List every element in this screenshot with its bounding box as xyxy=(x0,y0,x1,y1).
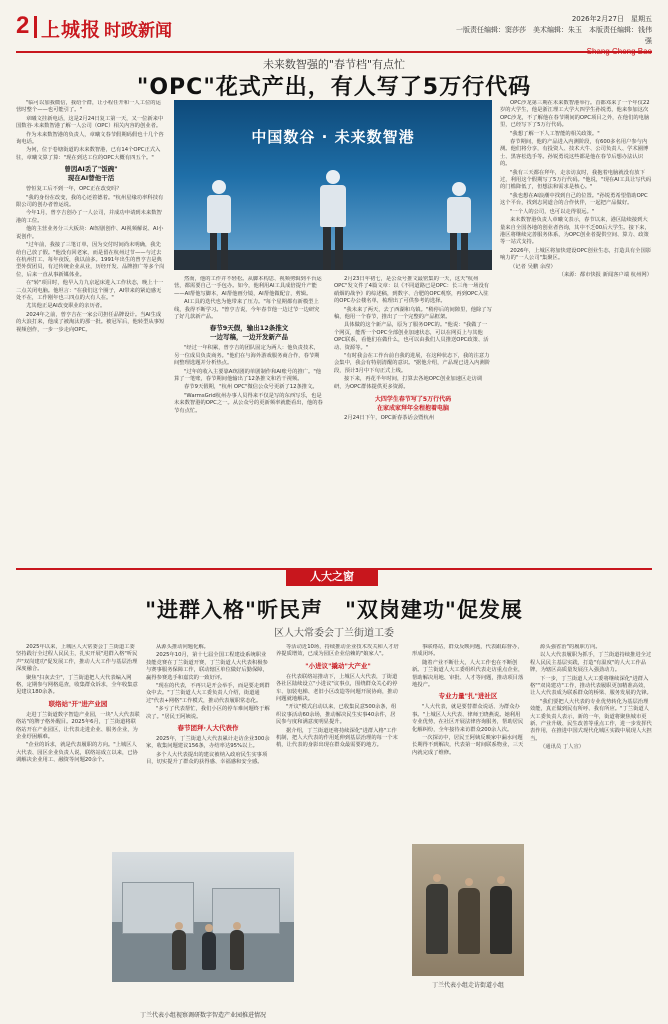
paragraph: 春节期间，他的产品进入内测阶段，有600多名用户参与内测。他们将分享，有投资人、技术大牛、公司负责人、学术圈博士、黑客松选手等。孙锐勇说这些都是他在春节后想办法认识的。 xyxy=(500,139,649,168)
section-photo-factory xyxy=(112,852,294,982)
paragraph: 多个人大代表提出的建议被纳入政府民生实事项目，切实提升了群众的获得感、幸福感和安全感。 xyxy=(146,751,268,766)
paragraph: "经过一年积累，曾亨吉的团队固定为两人：他负责技术，另一位成员负责商务。"他们在与海外游戏服务商合作，春节期间整理选题并分析热点。 xyxy=(174,345,320,367)
section-column-3 xyxy=(276,644,400,980)
paragraph: "企业的诉求，就是代表履职的方向。"上城区人大代表、园区企业负责人说，联络站成立以来，已协调解决企业用工、融资等问题20余个。 xyxy=(16,742,138,764)
article-column-2 xyxy=(174,276,324,556)
subheading: 联络站"开"进产业园 xyxy=(48,699,108,708)
paragraph: AI工具的迭代也为他带来了压力。"每个星期都有新模型上线，我得不断学习。"曾亨吉说，今年春节他一边过节一边研究了好几款新产品。 xyxy=(174,299,320,321)
paragraph: 春节9天假期，"杭州 OPC"微信公众号更新了12条推文。 xyxy=(184,384,318,391)
paragraph: 章曦文挂新电话，这是2月24日复工第一天，又一位新来中国数谷·未来数智港了解一人公司（OPC）相关内容的创业者。 xyxy=(16,115,164,130)
paragraph: "开议"模式启动以来，已收集民意500余条，组织议事活动60余场，推动解决民生实事40余件，居民参与度和满意度明显提升。 xyxy=(276,704,397,726)
article-headline: "OPC"花式产出，有人写了5万行代码 xyxy=(136,75,532,100)
paragraph: "临可以加我微信，我给个群，让小程任开和一人工位的运营时整个——也可能引了。" xyxy=(16,100,161,114)
paragraph: 据介绍，丁兰街道还将持续深化"进群入格"工作机制，把人大代表的作用延伸到基层治理的每一个末梢，让代表的身影出现在群众最需要的地方。 xyxy=(276,727,398,749)
paragraph: 聚焦"扫灰去尘"，丁兰街道把人大代表编入网格，定期参与网格巡查，收集群众诉求，全年收集意见建议180余条。 xyxy=(16,674,138,696)
paragraph: 从源头推动问题化解。 xyxy=(156,644,209,650)
subheading: "小进议"撬动"大产业" xyxy=(305,661,371,670)
paragraph: "一个人的公司，也可以走得很远。" xyxy=(510,208,595,215)
paragraph: （通讯员 丁人宣） xyxy=(540,744,585,751)
photo-caption: 丁兰代表小组视察调研数字智造产业园推进情况 xyxy=(139,1012,266,1019)
robot-figure xyxy=(444,182,474,270)
editors-line: 一版责任编辑：窦莎莎 美术编辑：朱玉 本版责任编辑：钱伟强 xyxy=(456,26,652,45)
robot-figure xyxy=(204,180,234,270)
subheading: 春节9天假，输出12条推文 一边写稿，一边开发新产品 xyxy=(209,324,289,342)
paragraph: 来未数智港负责人章曦文表示，春节以来，港区陆续接到大量来自全国各地的创业者咨询，其中不乏00后大学生。接下来，港区将继续完善服务体系，为OPC创业者提供空间、算力、政策等一站式支持。 xyxy=(500,217,650,246)
photo-caption: 丁兰代表小组走访街道小组 xyxy=(431,982,504,989)
paragraph: 具体做的这个新产品，原为了服务OPC的。"他说："我做了一个网页，能帮一个OPC全部创业加速状态，可以在网页上与其他OPC联系，看他们在做什么，也可以由我们人员推送OPC政策、活动、资源等。" xyxy=(334,322,489,351)
section-column-4 xyxy=(412,644,524,838)
photo-screen-text: 中国数谷 · 未来数智港 xyxy=(251,128,415,146)
paragraph: "有时我会在工作台前自我的进展，在这种状态下，我的注意力会集中，我会有特别清醒的意识。"据他介绍，产品现已进入内测阶段，预计3月中下旬正式上线。 xyxy=(334,353,491,374)
robot-figure xyxy=(316,170,350,270)
paragraph: "多亏了代表帮忙，我们小区的停车难问题终于解决了。"居民王阿姨说。 xyxy=(146,706,270,720)
paragraph: 接下来，再花半年时间，打算去各地OPC创业加速区走访调研，为OPC群体提供更多资源。 xyxy=(334,376,483,390)
page-number: 2 xyxy=(16,12,30,39)
paragraph: 然而，他的工作并不轻松。从脚本构思、视频剪辑到平台运营，都需要自己一手包办。如今，他利用AI工具成倍提升产能——AI帮他写脚本，AI帮他画分镜，AI帮他做配音，剪辑。 xyxy=(174,276,322,297)
paragraph: 他的主营业务分三大板块：AI短剧创作、AI视频解说、AI小说创作。 xyxy=(16,226,164,240)
paragraph: "人大代表，就是要替群众说话、为群众办事。"上城区人大代表、律师王晓燕说。她利用专业优势，在社区开展法律咨询服务，帮助居民化解纠纷，全年接待来访群众200余人次。 xyxy=(412,704,524,733)
subheading: 专业力量"扎"进社区 xyxy=(438,692,498,701)
paragraph: 走进丁兰街道数字智造产业园，一块"人大代表联络站"的牌子格外醒目。2025年6月，丁兰街道将联络站开在产业园区，让代表走进企业、服务企业，为企业纾困解难。 xyxy=(16,711,140,741)
paragraph: "我的身份在改变，我的心还着德着。"杭州星缘功率科技有限公司的创办者曾运说。 xyxy=(16,194,164,209)
paragraph: 一次探访中，居民王阿姨反映家中漏水问题长期得不到解决，代表第一时间联系物业，三天内就完成了维修。 xyxy=(412,735,524,756)
article-column-3 xyxy=(334,276,492,556)
paragraph: 2024年之前，曾亨吉在一家公司担任品牌设计。当AI生成的大浪打来，他成了被淘汰的那一批。被冠军后，他转型从事短视频创作，一步一步走向OPC。 xyxy=(16,311,165,333)
paragraph: 2月24日下午，OPC新春茶话会暨杭州 xyxy=(344,415,435,422)
paragraph: "过年的收入主要靠AI短剧的单剧制作和AI账号的推广。"他算了一笔账，春节期间他输出了12条推文和若干视频。 xyxy=(174,368,322,383)
paragraph: "我想了解一下人工智能的相关政策。" xyxy=(510,130,600,137)
source-credit: （来源：都市快报 新闻客户端 杭州网） xyxy=(558,271,652,278)
paragraph: 作为未来数智港的负责人，章曦文春节假期码假也十几个咨询电话。 xyxy=(16,131,164,146)
paper-logo: 上城报 xyxy=(41,19,102,41)
paragraph: （记者 吴鹏 余滢） xyxy=(510,263,556,270)
section-column-5 xyxy=(530,644,652,984)
subheading: 春节团拜·人大代表作 xyxy=(177,724,239,733)
paragraph: "现在的代表，不再只是开会举手，而是要走到群众中去。"丁兰街道人大工委负责人介绍，街道通过"代表+网格"工作模式，推动代表履职常态化。 xyxy=(146,683,270,704)
section-title: 时政新闻 xyxy=(104,21,172,41)
paragraph: 曾恒复工后不到一年，OPC正在改变吗？ xyxy=(26,186,122,193)
section-banner: 人大之窗 xyxy=(286,568,378,586)
callout-heading: 大四学生春节写了5万行代码 在家成家拜年全程抱着电脑 xyxy=(374,396,452,413)
masthead-rule xyxy=(16,51,652,53)
paragraph: 在"转"项目时，他早入力九京起床进入工作状态，晚上十一二点关闭电脑。他坦言："在我们这个圈子，AI带来的紧迫感无处不在，工作刚年也三四点的大有人在。" xyxy=(16,280,164,301)
paragraph: "WarmsGrid杭州办事人员得来不仅是写的东西写乐，也是未来数智港的OPC之一。从公众号的更新频率就能看出，他的春节有点忙。 xyxy=(174,392,323,414)
paragraph: OPC沙龙第三期在未来数智港举行。首都邓来了一个年仅22岁的大学生，他是浙江理工大学大四学生孙锐勇，他来参加这次OPC沙龙，不了解他在春节期间的OPC项目之外，在他们的电脑里，已经写下了5万行代码。 xyxy=(500,100,650,129)
paragraph: 等活动近10场，持续推动企业技术攻关和人才培养提质增效，已成为园区企业信赖的"娘家人"。 xyxy=(276,644,399,658)
paragraph: 事联络站，群众反映问题，代表跟踪督办，形成闭环。 xyxy=(412,644,523,658)
article-column-4 xyxy=(500,100,652,556)
paragraph: 2025年以来，上城区人大常委会丁兰街道工委坚持践行全过程人民民主，扎实开展"进群入格"听民声"双岗建功"促发展工作，推动人大工作与基层治理深度融合。 xyxy=(16,644,138,673)
masthead-info xyxy=(452,14,652,56)
paragraph: 为何，位于卷塘街道的未来数智港，已有14个OPC正式入驻，章曦文算了算："现在到达工位的OPC大概有四五个。" xyxy=(16,147,161,161)
paragraph: 随着产业不断壮大，人大工作也在不断创新。丁兰街道人大工委组织代表走访重点企业，帮助解决用地、审批、人才等问题，推动项目落地投产。 xyxy=(412,659,524,689)
date-line: 2026年2月27日 星期五 xyxy=(571,15,652,23)
paragraph: 下一步，丁兰街道人大工委将继续深化"进群入格""双岗建功"工作，推动代表履职更加精准高效，让人大代表成为联系群众的桥梁、服务发展的先锋。 xyxy=(530,675,652,697)
article-photo-robots xyxy=(174,100,492,270)
paragraph: 2025年，丁兰街道人大代表累计走访企业300余家，收集问题建议156条，办结率达95%以上。 xyxy=(146,736,270,750)
article-kicker: 未来数智强的"春节档"有点忙 xyxy=(262,58,406,71)
section-byline: 区人大常委会丁兰街道工委 xyxy=(274,628,394,639)
section-column-1 xyxy=(16,644,140,850)
paragraph: 以人大代表履职为抓手，丁兰街道持续推进全过程人民民主基层实践，打造"有温度"的人大工作品牌，为辖区高质量发展注入强劲动力。 xyxy=(530,652,652,674)
article-column-1 xyxy=(16,100,166,556)
section-photo-visit xyxy=(412,844,524,976)
paragraph: 在代表联络站推动下，上城区人大代表，丁街道各社区陆续设立"小进议"议事点，围绕群众关心的停车、加装电梯、老旧小区改造等问题开展协商，推动问题就地解决。 xyxy=(276,673,398,703)
paragraph: "过年前，我接了三笔订单，因为交付时间尚未明确，我先给自己放了假。"他没有回老家，而是留在杭州过节——与过去在杭州打工、每年夜饭，我以前多。1991年出生的曾亨吉是典型外贸团员，有过传统企业从业，历经开发、品牌推广等多个岗位，后来一直从事新媒体业。 xyxy=(16,242,165,278)
paragraph: "我们要把人大代表的专业优势转化为基层治理效能，真正做到民有所呼、我有所应。"丁兰街道人大工委负责人表示，新的一年，街道将聚焦城市更新、产业升级、民生改善等重点工作，进一步发挥代表作用，在推进中国式现代化城区实践中展现人大担当。 xyxy=(530,698,652,742)
paragraph: "我未来了两天，去了西湖和乌镇。"稍停后的间隙里，他除了写稿，他用一个春节，推出了一个完整的产品框架。 xyxy=(334,306,492,321)
paragraph: "我也想在AI浪潮中找到自己的位置。"孙锐勇希望借助OPC这个平台，找到志同道合的合作伙伴，一起把产品做好。 xyxy=(500,192,648,207)
paragraph: 尤其他正是AI改变职业的亲历者。 xyxy=(26,303,106,310)
paragraph: 2月23日年初七，是公众号推文最密集的一天，这天"杭州OPC"发文件了4篇文章：以《不同道路已是OPC：长三角一场没有硝烟的战争》的综述稿，到数字、合肥的OPC观察，再到OPC入驻的OPC办公楼名单，梳理出了可供参考的选择。 xyxy=(334,276,490,305)
paragraph: 2026年，上城区将加快建设OPC创业生态，打造具有全国影响力的"一人公司"集聚区。 xyxy=(500,247,652,262)
section-headline: "进群入格"听民声 "双岗建功"促发展 xyxy=(145,597,523,622)
masthead xyxy=(16,12,652,50)
paragraph: "我有三天都在拜年，走亲访友时，我抱着电脑就没有放下过，利用这个假期写了5万行代码。"他说，"现在AI工具让写代码的门槛降低了，但想法和需求是核心。" xyxy=(500,169,652,191)
paragraph: 今年1月，曾亨吉创办了一人公司，并成功申请到未来数智港的工位。 xyxy=(16,210,162,224)
subheading: 曾因AI丢了"饭碗" 现在AI替他干活 xyxy=(64,165,118,183)
section-column-2 xyxy=(146,644,270,850)
paragraph: 源头强省治"的履职方向。 xyxy=(540,644,601,650)
masthead-divider xyxy=(34,16,37,38)
paragraph: 2025年10月，第十七届全国工程建设系统职业技能竞赛在丁兰街道开赛，丁兰街道人大代表积极参与赛事服务保障工作，联动辖区单位做好后勤保障，赢得参赛选手和嘉宾的一致好评。 xyxy=(146,652,268,681)
